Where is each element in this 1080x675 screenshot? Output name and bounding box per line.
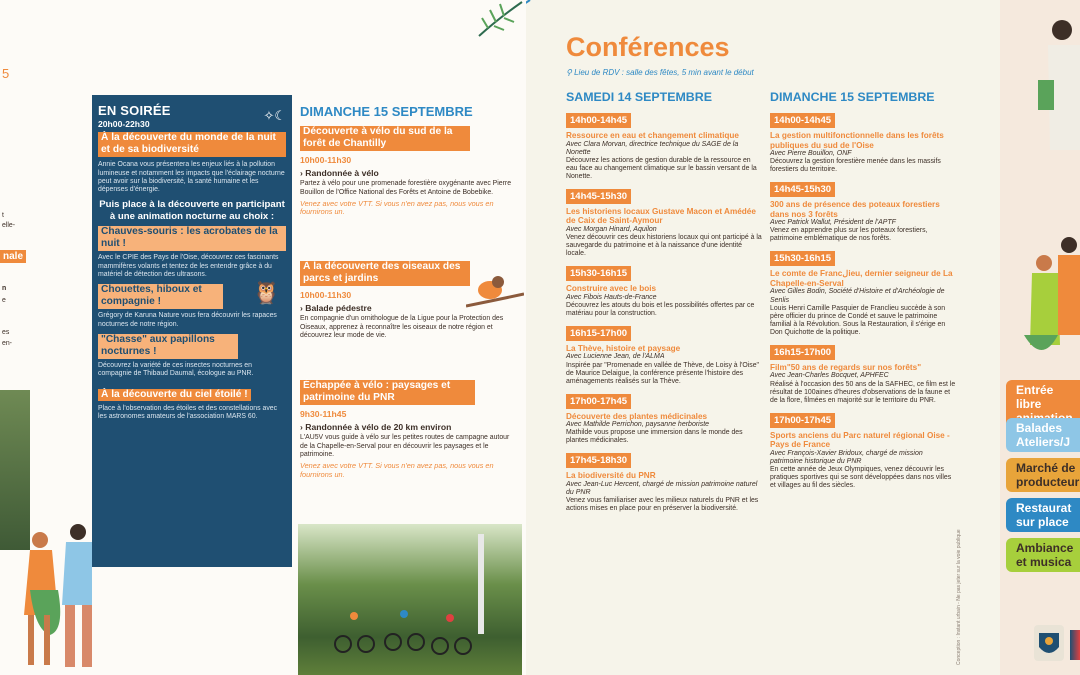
event-time: 10h00-11h30	[300, 290, 352, 301]
activity-item	[98, 384, 286, 421]
conference-item	[770, 410, 956, 490]
conference-desc: Venez en apprendre plus sur les poteaux forestiers, patrimoine emblématique de nos forêts.	[770, 227, 928, 243]
conference-time: 15h30-16h15	[566, 266, 631, 281]
conference-speaker: Avec Lucienne Jean, de l'ALMA	[566, 353, 665, 361]
conference-time: 17h00-17h45	[566, 394, 631, 409]
event-title: Échappée à vélo : paysages et patrimoine du PNR	[300, 380, 475, 405]
owl-icon: 🦉	[252, 280, 280, 306]
conference-desc: Découvrez la gestion forestière menée dans les massifs forestiers du territoire.	[770, 158, 941, 174]
conference-time: 15h30-16h15	[770, 251, 835, 266]
event-desc: Partez à vélo pour une promenade forestière oxygénante avec Pierre Bouillon de l'Office National des Forêts et Antoine de Bobebike.	[300, 180, 512, 196]
conference-item	[566, 110, 762, 181]
fragment-text: n	[2, 285, 7, 292]
activity-item	[98, 334, 286, 379]
activity-title: Chauves-souris : les acrobates de la nuit !	[98, 226, 286, 251]
activity-desc: Avec le CPIE des Pays de l'Oise, découvrez ces fascinants mammifères volants et tentez de les entendre grâce à du matériel de détection des ultrasons.	[98, 254, 279, 278]
conference-column-sunday	[770, 90, 956, 495]
conference-item	[566, 263, 762, 318]
conference-item	[770, 248, 956, 336]
conference-desc: Inspirée par "Promenade en vallée de Thève, de Loisy à l'Oise" de Maurice Delaigue, la conférence présente l'histoire des aménagements réalisés sur la Thève.	[566, 361, 760, 385]
cyclists-icon	[328, 606, 478, 656]
fern-illustration-icon	[526, 0, 534, 40]
activity-item	[98, 226, 286, 279]
event-title: À la découverte des oiseaux des parcs et jardins	[300, 261, 470, 286]
conference-title: Film"50 ans de regards sur nos forêts"	[770, 362, 922, 372]
conference-speaker: Avec Pierre Bouillon, ONF	[770, 150, 852, 157]
event-type: › Randonnée à vélo de 20 km environ	[300, 422, 452, 433]
conference-speaker: Avec François-Xavier Bridoux, chargé de mission patrimoine historique du PNR	[770, 449, 923, 465]
conferences-title: Conférences	[566, 32, 730, 62]
event-note: Venez avec votre VTT. Si vous n'en avez pas, nous vous en fournirons un.	[300, 461, 494, 479]
conference-time: 17h00-17h45	[770, 413, 835, 428]
conference-day-title: SAMEDI 14 SEPTEMBRE	[566, 90, 712, 104]
info-pill: Entrée libre	[1006, 380, 1080, 428]
conference-title: Le comte de Francلieu, dernier seigneur de La Chapelle-en-Serval	[770, 269, 953, 288]
conference-title: Découverte des plantes médicinales	[566, 411, 708, 421]
conference-speaker: Avec Fibois Hauts-de-France	[566, 293, 657, 301]
conference-time: 14h45-15h30	[770, 182, 835, 197]
conference-item	[770, 342, 956, 405]
conference-desc: Découvrez les atouts du bois et les possibilités offertes par ce matériau pour la construction.	[566, 301, 755, 317]
conference-desc: En cette année de Jeux Olympiques, venez découvrir les pratiques sportives qui se sont développées dans nos villes et villages au fil des siècles.	[770, 465, 952, 489]
event-note: Venez avec votre VTT. Si vous n'en avez pas, nous vous en fournirons un.	[300, 198, 494, 217]
walking-couple-illustration-icon	[10, 520, 92, 675]
conferences-panel	[526, 0, 1000, 675]
event-time: 9h30-11h45	[300, 409, 347, 420]
conference-title: Construire avec le bois	[566, 284, 657, 294]
conference-desc: Découvrez les actions de gestion durable de la ressource en eau face au changement climatique sur le bassin versant de la Nonette.	[566, 156, 757, 180]
event-type: › Balade pédestre	[300, 303, 372, 314]
activity-title: À la découverte du ciel étoilé !	[98, 389, 251, 401]
evening-panel	[92, 95, 292, 567]
conference-time: 14h45-15h30	[566, 189, 631, 204]
conference-desc: Venez vous familiariser avec les milieux naturels du PNR et les actions mises en place pour en préserver la biodiversité.	[566, 497, 759, 513]
conference-day-title: DIMANCHE 15 SEPTEMBRE	[770, 90, 935, 104]
activity-title: "Chasse" aux papillons nocturnes !	[98, 334, 238, 359]
conference-item	[566, 186, 762, 258]
fragment-text: e	[2, 297, 6, 304]
conference-item	[770, 179, 956, 243]
conference-item	[566, 450, 762, 513]
conferences-location: Lieu de RDV : salle des fêtes, 5 min avant le début	[574, 68, 754, 77]
conference-speaker: Avec Gilles Bodin, Société d'Histoire et d'Archéologie de Senlis	[770, 288, 945, 304]
info-pill: Ambiance et musica	[1006, 538, 1080, 572]
event-title: Découverte à vélo du sud de la forêt de Chantilly	[300, 126, 470, 151]
conference-item	[770, 110, 956, 174]
activity-desc: Place à l'observation des étoiles et des constellations avec les astronomes amateurs de l'association MARS 60.	[98, 404, 278, 420]
conference-title: Les historiens locaux Gustave Macon et Amédée de Caix de Saint-Aymour	[566, 206, 756, 226]
person-illustration-icon	[1020, 0, 1080, 180]
conference-time: 17h45-18h30	[566, 453, 631, 468]
conference-desc: Venez découvrir ces deux historiens locaux qui ont participé à la sauvegarde du patrimoine et à la naissance d'une identité locale.	[566, 234, 762, 258]
activity-item	[98, 280, 286, 329]
conference-time: 16h15-17h00	[770, 345, 835, 360]
event-type: › Randonnée à vélo	[300, 168, 379, 179]
bird-illustration-icon	[466, 272, 524, 312]
conference-time: 14h00-14h45	[770, 113, 835, 128]
event-item	[300, 380, 512, 479]
conference-column-saturday	[566, 90, 762, 518]
conference-speaker: Avec Patrick Wallut, Président de l'APTF	[770, 219, 896, 227]
conference-item	[566, 391, 762, 446]
evening-main-desc: Annie Ocana vous présentera les enjeux liés à la pollution lumineuse et notamment les impacts que l'éclairage nocturne peut avoir sur la biodiversité, la santé humaine et les dépenses d'énergie.	[98, 161, 285, 194]
conference-title: La biodiversité du PNR	[566, 471, 656, 481]
town-crest-logo	[1034, 625, 1064, 661]
info-pill: Marché de producteur	[1006, 458, 1080, 492]
partner-logo	[1070, 630, 1080, 660]
conference-speaker: Avec Clara Morvan, directrice technique du SAGE de la Nonette	[566, 140, 739, 156]
activity-title: Chouettes, hiboux et compagnie !	[98, 284, 223, 309]
fragment-text: 5	[2, 66, 10, 81]
left-page-fragment	[0, 0, 92, 675]
fragment-text: en-	[2, 340, 12, 347]
conference-title: 300 ans de présence des poteaux forestiers dans nos 3 forêts	[770, 200, 940, 219]
conference-desc: Louis Henri Camille Pasquier de Franclieu succède à son père officier du prince de Condé et sauve le patrimoine familial à la Révolution. Sous la Restauration, il s'érige en Don Quichotte de la politique.	[770, 304, 946, 336]
conference-title: La gestion multifonctionnelle dans les forêts publiques du sud de l'Oise	[770, 131, 944, 150]
fragment-text: elle-	[2, 222, 16, 229]
moon-stars-icon: ✧☾	[263, 108, 286, 123]
conference-title: La Thève, histoire et paysage	[566, 343, 681, 353]
fragment-highlight: nale	[0, 250, 26, 263]
conference-title: Ressource en eau et changement climatique	[566, 131, 739, 140]
fragment-text: t	[2, 212, 4, 219]
sunday-title: DIMANCHE 15 SEPTEMBRE	[300, 104, 473, 119]
info-pill: Balades Ateliers/J	[1006, 418, 1080, 452]
event-desc: En compagnie d'un ornithologue de la Ligue pour la Protection des Oiseaux, apprenez à reconnaître les oiseaux de notre région et découvrez leur mode de vie.	[300, 315, 504, 339]
right-page-fragment	[1000, 0, 1080, 675]
conference-title: Sports anciens du Parc naturel régional Oise - Pays de France	[770, 430, 950, 450]
fragment-text: es	[2, 329, 10, 336]
activity-desc: Grégory de Karuna Nature vous fera découvrir les rapaces nocturnes de notre région.	[98, 312, 277, 328]
event-time: 10h00-11h30	[300, 155, 352, 166]
fern-illustration-icon	[474, 0, 526, 38]
conference-time: 14h00-14h45	[566, 113, 631, 128]
conference-speaker: Avec Morgan Hinard, Aquilon	[566, 225, 657, 233]
info-pill: Restaurat sur place	[1006, 498, 1080, 532]
couple-illustration-icon	[1014, 215, 1080, 380]
conference-speaker: Avec Jean-Charles Bocquet, APHFEC	[770, 372, 889, 380]
print-credit: Conception : Instant urbain - Ne pas jeter sur la voie publique	[956, 529, 962, 665]
conference-item	[566, 323, 762, 386]
evening-main-title: À la découverte du monde de la nuit et de sa biodiversité	[98, 132, 286, 157]
cycling-group-photo	[298, 524, 522, 675]
location-pin-icon: ⚲	[566, 68, 572, 77]
evening-title: EN SOIRÉE	[98, 103, 171, 118]
conference-speaker: Avec Mathilde Perrichon, paysanne herboriste	[566, 421, 710, 429]
conference-desc: Mathilde vous propose une immersion dans le monde des plantes médicinales.	[566, 429, 743, 445]
evening-hours: 20h00-22h30	[98, 119, 150, 129]
conference-time: 16h15-17h00	[566, 326, 631, 341]
conference-desc: Réalisé à l'occasion des 50 ans de la SAFHEC, ce film est le résultat de 100aines d'heures d'observations de la faune et de la flore, filmées en majorité sur le territoire du PNR.	[770, 380, 956, 404]
forest-post-icon	[478, 534, 484, 634]
activity-desc: Découvrez la variété de ces insectes nocturnes en compagnie de Thibaud Daumal, écologue au PNR.	[98, 362, 254, 378]
sunday-activities-panel	[296, 0, 526, 675]
event-desc: L'AU5V vous guide à vélo sur les petites routes de campagne autour de la Chapelle-en-Serval pour en découvrir les paysages et le patrimoine.	[300, 434, 510, 458]
conference-speaker: Avec Jean-Luc Hercent, chargé de mission patrimoine naturel du PNR	[566, 480, 758, 496]
event-item	[300, 126, 512, 217]
evening-subhead: Puis place à la découverte en participant à une animation nocturne au choix :	[99, 199, 285, 222]
